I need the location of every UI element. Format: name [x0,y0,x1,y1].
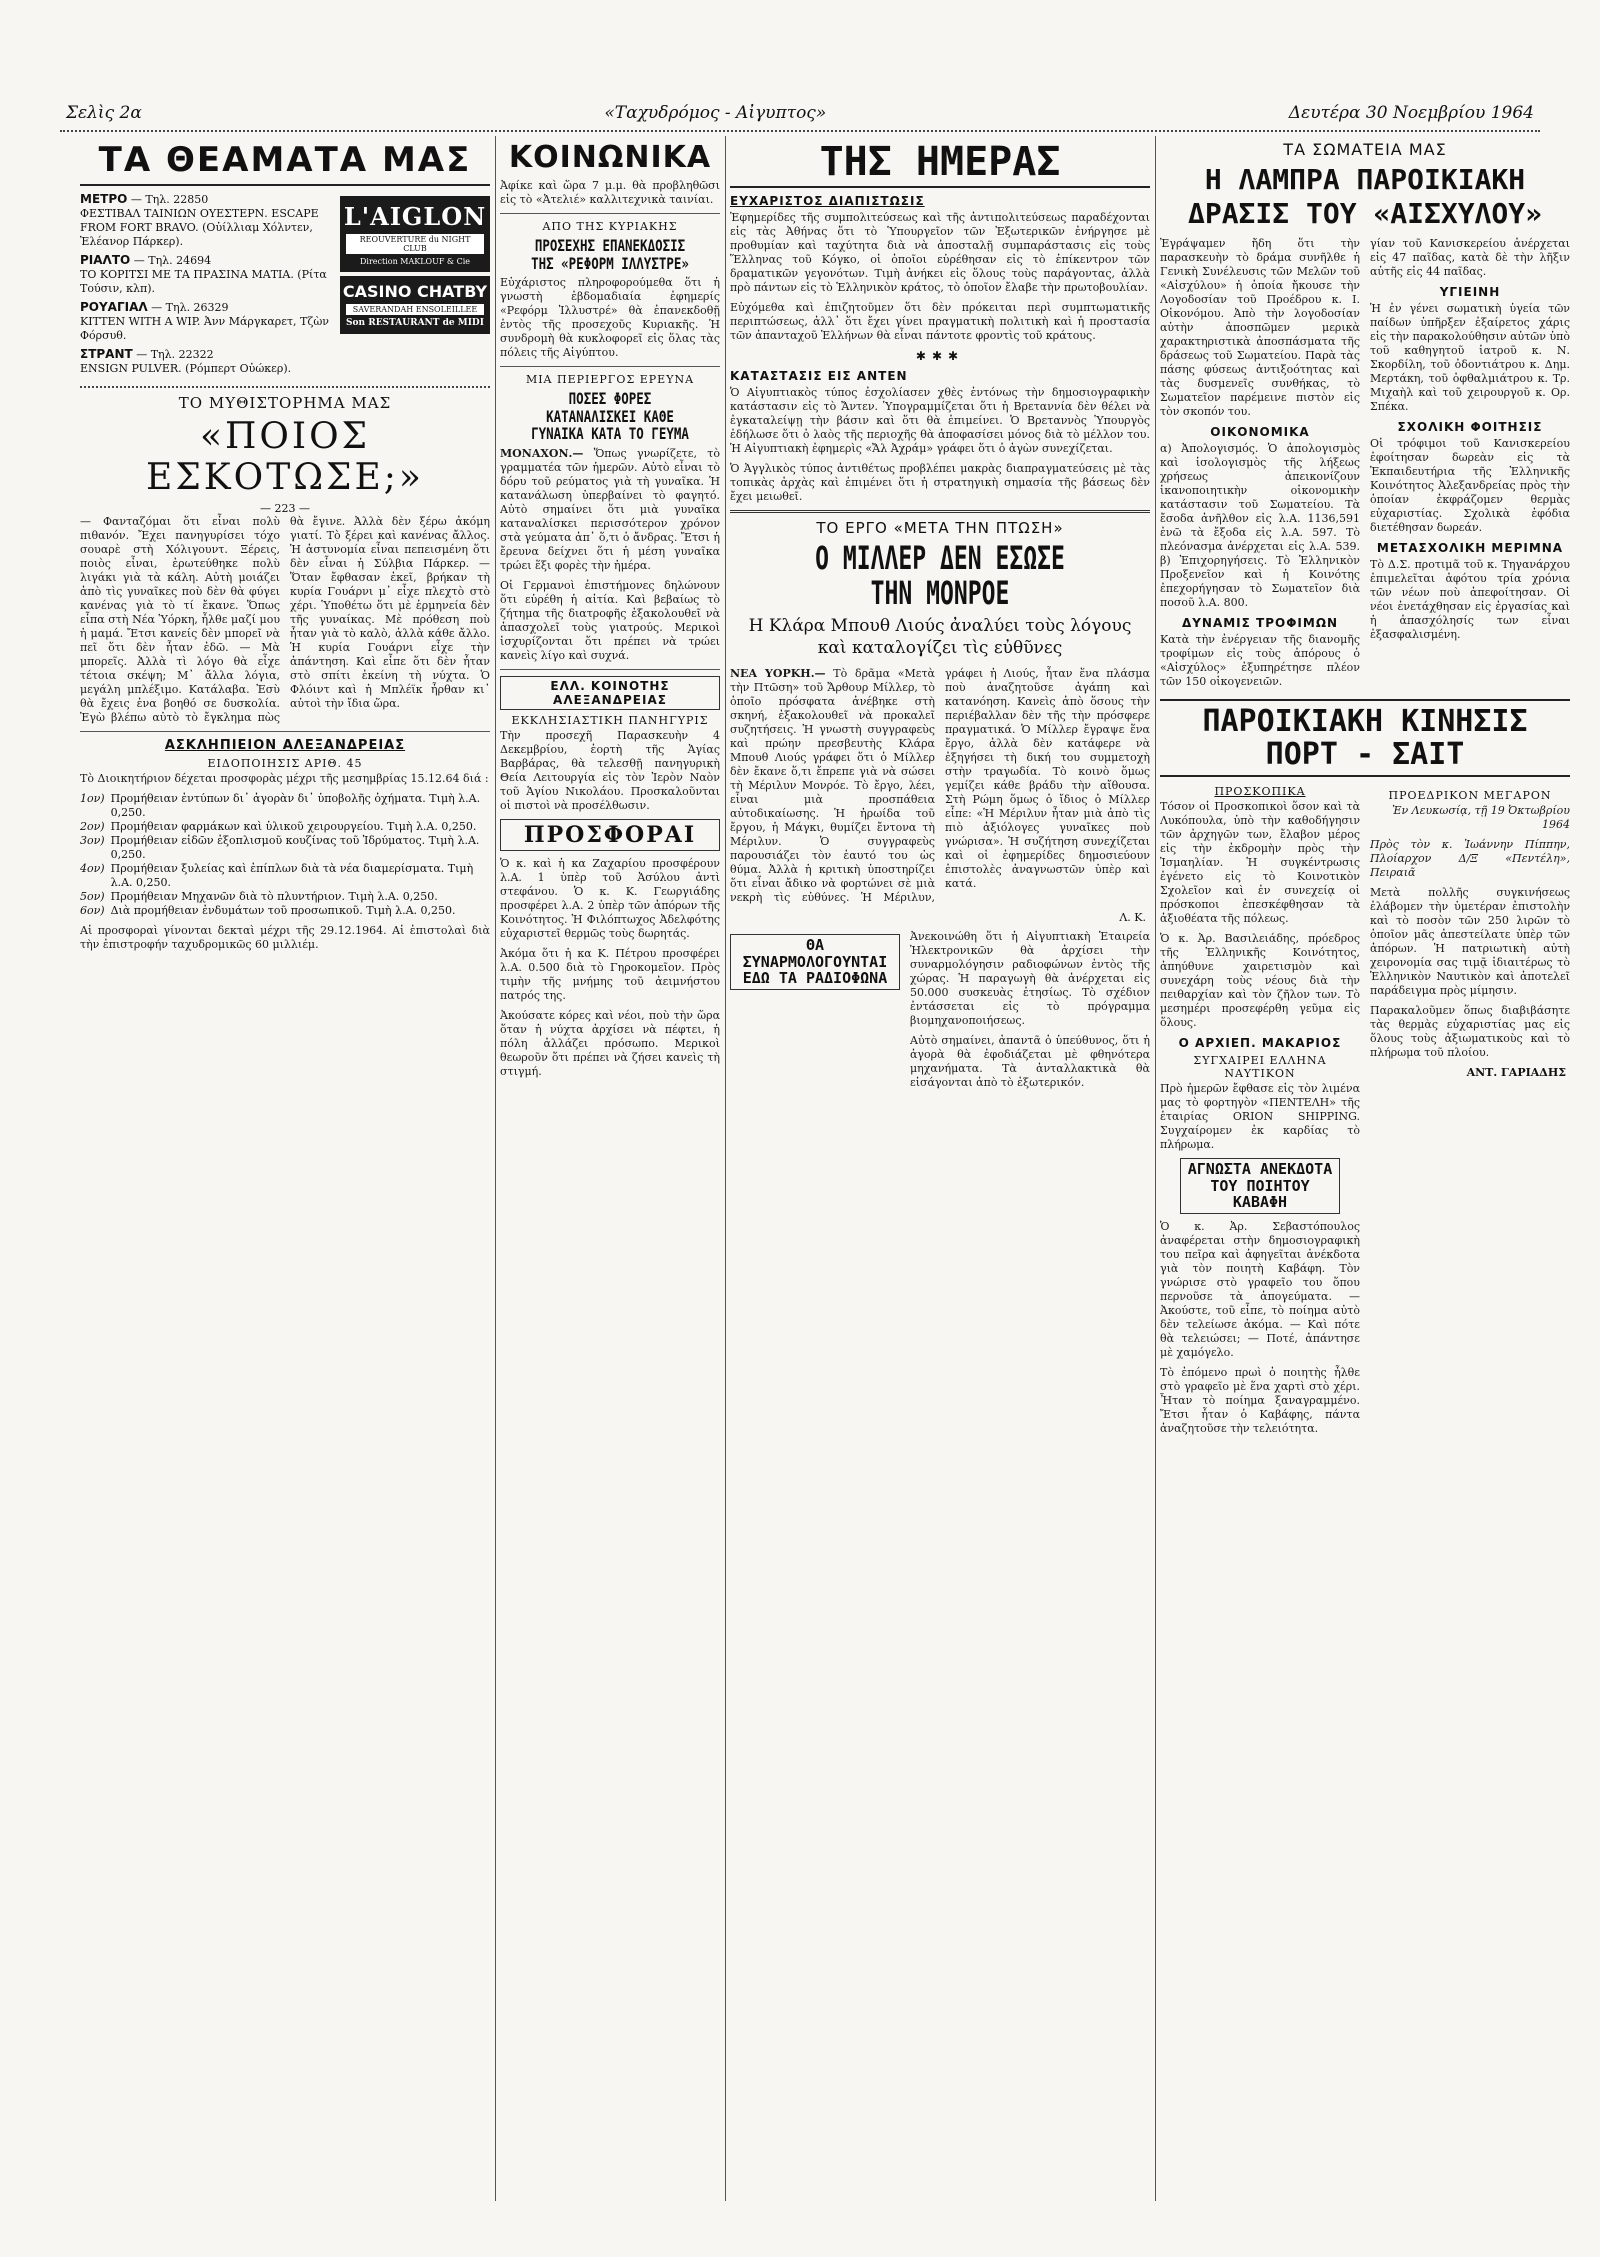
letter-date: Ἐν Λευκωσίᾳ, τῇ 19 Ὀκτωβρίου 1964 [1392,804,1570,831]
casino-logo: CASINO CHATBY [342,282,488,301]
associations-right [1370,237,1570,695]
masthead [60,96,1540,132]
tender-number: 5ον) [80,890,105,903]
thanks-text: Ἐφημερίδες τῆς συμπολιτεύσεως καὶ τῆς ἀντιπολιτεύσεως παραδέχονται εἰς τὰς Ἀθήνας ὅτι τὸ Ὑπουργεῖον τῶν Ἐξωτερικῶν ἐνήργησε μὲ προθυμίαν καὶ ταχύτητα διὰ νὰ ἀποσταλῇ συμπαράστασις εἰς τοὺς Ἕλληνας τοῦ Κόγκο, οἱ ὁποῖοι εὑρέθησαν εἰς τὸ ἐπίκεντρον τῶν δραματικῶν γεγονότων. Τιμὴ ἀνήκει εἰς ὅλους τοὺς παράγοντας, ἀλλὰ πρὸ πάντων εἰς τὸ Ἑλληνικὸν κράτος, τὸ ὁποῖον ἔλαβε τὴν πρωτοβουλίαν. [730,211,1150,294]
dateline: ΝΕΑ ΥΟΡΚΗ.— [730,667,826,681]
cinema-name: ΜΕΤΡΟ [80,192,128,206]
cinema-film: ΦΕΣΤΙΒΑΛ ΤΑΙΝΙΩΝ ΟΥΕΣΤΕΡΝ. ESCAPE FROM FORT BRAVO. (Οὐίλλιαμ Χόλντεν, Ἐλέανορ Πάρκερ). [80,207,319,248]
column-rule [725,136,726,2201]
thanks-kicker: ΕΥΧΑΡΙΣΤΟΣ ΔΙΑΠΙΣΤΩΣΙΣ [730,194,925,208]
casino-restaurant: Son RESTAURANT de MIDI [346,318,484,328]
aiglon-direction: Direction MAKLOUF & Cie [359,257,471,266]
novel-paragraph: — Ὅταν ἔφθασαν ἐκεῖ, βρήκαν τὴ κυρία Γουάρνι μ᾽ εἶχε πλεχτὸ στὸ χέρι. Ὑποθέτω ὅτι μὲ ἑρμηνεία δὲν τῆς γυναίκας. Μὲ πρόθεση ποὺ ἦταν γιὰ τὸ καλὸ, ἀλλὰ κάθε ἄλλο. Ἡ κυρία Γουάρνι εἶχε τὴν ἀπάντηση. Καὶ εἶπε ὅτι δὲν ἦταν στὸ σπίτι ἐκείνη τὴ νύχτα. Ὁ Φλόιντ καὶ ἡ Μπλέϊκ ἦρθαν κι᾽ αὐτοὶ τὴν ἴδια ὥρα. [290,557,490,710]
community-heading: ΕΛΛ. ΚΟΙΝΟΤΗΣ ΑΛΕΞΑΝΔΡΕΙΑΣ [500,676,720,710]
cinema-phone: — Τηλ. 22850 [130,193,209,206]
economics-text: α) Ἀπολογισμός. Ὁ ἀπολογισμὸς καὶ ἰσολογισμὸς τῆς λήξεως χρήσεως ἀπεικονίζουν ἱκανοποιητικὴν οἰκονομικὴν κατάστασιν τοῦ Σωματείου. Τὰ ἔσοδα ἀνῆλθον εἰς λ.Α. 1136,591 ἐνῶ τὰ ἔξοδα εἰς λ.Α. 597. Τὸ πλεόνασμα ἀνέρχεται εἰς λ.Α. 539. β) Ἐπιχορηγήσεις. Τὸ Ἑλληνικὸν Προξενεῖον καὶ ἡ Κοινότης ἐπεχορήγησαν τὸ Σωματεῖον διὰ ποσοῦ λ.Α. 800. [1160,442,1360,609]
archbishop-text: Πρὸ ἡμερῶν ἔφθασε εἰς τὸν λιμένα μας τὸ φορτηγὸν «ΠΕΝΤΕΛΗ» τῆς ἑταιρίας ORION SHIPPING. Συγχαίρομεν ἐκ καρδίας τὸ πλήρωμα. [1160,1082,1360,1151]
radio-box [730,930,900,1096]
scouts-text: Ὁ κ. Ἀρ. Βασιλειάδης, πρόεδρος τῆς Ἑλληνικῆς Κοινότητος, ἀπηύθυνε χαιρετισμὸν καὶ συνεχάρη τοὺς νέους διὰ τὴν πειθαρχίαν καὶ τὸν ζῆλον των. Τὸ μεσημέρι προσεφέρθη γεῦμα εἰς ὅλους. [1160,932,1360,1029]
food-heading: ΔΥΝΑΜΙΣ ΤΡΟΦΙΜΩΝ [1181,616,1339,630]
cinema-listings [80,192,332,380]
article-signature: Λ. Κ. [1119,911,1146,925]
church-festival-heading: ΕΚΚΛΗΣΙΑΣΤΙΚΗ ΠΑΝΗΓΥΡΙΣ [511,713,709,727]
letter-signer: ΑΝΤ. ΓΑΡΙΑΔΗΣ [1466,1066,1566,1079]
tender-item [80,820,490,834]
tender-text: Προμήθειαν φαρμάκων καὶ ὑλικοῦ χειρουργείου. Τιμὴ λ.Α. 0,250. [110,820,477,833]
cinema-name: ΡΙΑΛΤΟ [80,253,131,267]
associations-intro: Ἐγράψαμεν ἤδη ὅτι τὴν παρασκευὴν τὸ δράμα συνῆλθε ἡ Γενικὴ Συνέλευσις τῶν Μελῶν τοῦ «Αἰσχύλου» ἡ ὁποία ἤκουσε τὴν Λογοδοσίαν τοῦ Προέδρου κ. Ι. Οἰκονόμου. Ἀπὸ τὴν λογοδοσίαν αὐτὴν ἀποσπῶμεν μερικὰ χαρακτηριστικὰ ἀποσπάσματα τῆς δράσεως τοῦ Σωματείου. Παρὰ τὰς πάσης φύσεως ἀντιξοότητας καὶ τὰς δυσμενεῖς συνθήκας, τὸ Σωματεῖον παρέμεινε πιστὸν εἰς τὸν σκοπόν του. [1160,237,1360,418]
research-kicker: ΜΙΑ ΠΕΡΙΕΡΓΟΣ ΕΡΕΥΝΑ [525,373,695,387]
column-associations [1160,136,1570,2201]
hospital-tender-list [80,792,490,918]
research-headline: ΠΟΣΕΣ ΦΟΡΕΣ ΚΑΤΑΝΑΛΙΣΚΕΙ ΚΑΘΕ ΓΥΝΑΙΚΑ ΚΑΤΑ ΤΟ ΓΕΥΜΑ [531,389,689,444]
offers-text: Ὁ κ. καὶ ἡ κα Ζαχαρίου προσφέρουν λ.Α. 1 ὑπὲρ τοῦ Ἀσύλου ἀντὶ στεφάνου. Ὁ κ. Κ. Γεωργιάδης προσφέρει λ.Α. 2 ὑπὲρ τῶν ἀπόρων τῆς Κοινότητος. Ἡ Φιλόπτωχος Ἀδελφότης εὐχαριστεῖ θερμῶς τοὺς δωρητάς. [500,856,720,940]
scouts-heading: ΠΡΟΣΚΟΠΙΚΑ [1214,785,1306,798]
hospital-heading: ΑΣΚΛΗΠΙΕΙΟΝ ΑΛΕΞΑΝΔΡΕΙΑΣ [164,738,406,753]
letter-text: Μετὰ πολλῆς συγκινήσεως ἐλάβομεν τὴν ὑμετέραν ἐπιστολὴν καὶ τὸ ποσὸν τῶν 250 λιρῶν τὸ ὁποῖον μᾶς ἀπεστείλατε ὑπὲρ τῶν ἀπόρων. Ἡ πατριωτικὴ αὐτὴ χειρονομία σας τιμᾷ ἰδιαιτέρως τὸ Ἑλληνικὸν Ναυτικὸν καὶ ἀποτελεῖ παράδειγμα πρὸς μίμησιν. [1370,886,1570,997]
associations-left [1160,237,1360,695]
radio-body [910,930,1150,1096]
story-paragraph: Τὸ δρᾶμα «Μετὰ τὴν Πτῶση» τοῦ Ἄρθουρ Μίλλερ, τὸ ὁποῖο πρόσφατα ἀνέβηκε στὴ σκηνή, ἐξακολουθεῖ νὰ προκαλεῖ συζητήσεις. Ἡ γνωστὴ συγγραφεὺς καὶ πρώην πρεσβευτὴς Κλάρα Μπουθ Λιούς γράφει ὅτι ὁ Μίλλερ δὲν ἔκανε ὅ,τι ἔπρεπε γιὰ νὰ σώσει τὴ Μέριλυν Μονρόε. Τὸ ἔργο, λέει, εἶναι μιὰ προσπάθεια αὐτοδικαίωσης. Ἡ ἡρωίδα τοῦ ἔργου, ἡ Μάγκι, θυμίζει ἔντονα τὴ Μέριλυν. Ὁ συγγραφεὺς παρουσιάζει τὸν ἑαυτό του ὡς θύμα. Ἀλλὰ ἡ κριτικὴ ὑποστηρίζει ὅτι εἶναι ἄδικο νὰ φορτώνει σὲ μιὰ νεκρὴ τὶς εὐθύνες. [730,667,935,905]
kavafy-text: Τὸ ἐπόμενο πρωὶ ὁ ποιητὴς ἦλθε στὸ γραφεῖο μὲ ἕνα χαρτὶ στὸ χέρι. Ἦταν τὸ ποίημα ξαναγραμμένο. Ἔτσι ἦταν ὁ Καβάφης, πάντα ἀναζητοῦσε τὴν τελειότητα. [1160,1365,1360,1435]
novel-paragraph: — Φανταζόμαι ὅτι εἶναι πολὺ πιθανόν. Ἔχει πανηγυρίσει τόχο σουαρὲ στὴ Χόλιγουντ. Ξέρεις, ποιὸς εἶναι, ἐρωτεύθηκε πολὺ λιγάκι γιὰ τὰ κάλη. Αὐτὴ μοιάζει ἀπὸ τὶς γυναῖκες ποὺ δὲν θὰ φύγει κανένας γιὰ τὸ τί ἔκανε. Ὅπως εἶπα στὴ Νέα Ὑόρκη, ἦλθε μαζί μου ἡ μαμά. Ἔτσι κανείς δὲν μπορεῖ νὰ πεῖ ὅτι δὲν ἦταν ἐδῶ. [80,515,280,654]
separator [500,366,720,367]
reissue-headline: ΠΡΟΣΕΧΗΣ ΕΠΑΝΕΚΔΟΣΙΣ ΤΗΣ «ΡΕΦΟΡΜ ΙΛΛΥΣΤΡΕ» [531,236,689,273]
sunday-kicker: ΑΠΟ ΤΗΣ ΚΥΡΙΑΚΗΣ [542,220,678,233]
issue-date: Δευτέρα 30 Νοεμβρίου 1964 [1283,103,1540,123]
column-social [500,136,720,2201]
tender-number: 6ον) [80,904,105,917]
cinema-phone: — Τηλ. 26329 [151,301,229,314]
school-text: Οἱ τρόφιμοι τοῦ Κανισκερείου ἐφοίτησαν δωρεὰν εἰς τὰ Ἐκπαιδευτήρια τῆς Ἑλληνικῆς Κοινότητος Ἀλεξανδρείας πρὸς τὴν ὁποίαν ἐκφράζομεν θερμὰς εὐχαριστίας. Σχολικὰ ἐφόδια διετέθησαν δωρεάν. [1370,437,1570,534]
story-subheadline: Η Κλάρα Μπουθ Λιούς ἀναλύει τοὺς λόγους καὶ καταλογίζει τὶς εὐθῦνες [748,616,1132,659]
cinema-phone: — Τηλ. 22322 [136,348,214,361]
tender-text: Προμήθειαν εἰδῶν ἐξοπλισμοῦ κουζίνας τοῦ Ἱδρύματος. Τιμὴ λ.Α. 0,250. [110,834,480,861]
cinema-film: ENSIGN PULVER. (Ρόμπερτ Οὐώκερ). [80,362,292,375]
tender-number: 2ον) [80,820,105,833]
dateline: ΜΟΝΑΧΟΝ.— [500,446,584,460]
port-said-body [1160,781,1570,1442]
tender-number: 3ον) [80,834,105,847]
radio-text: Ἀνεκοινώθη ὅτι ἡ Αἰγυπτιακὴ Ἑταιρεία Ἠλεκτρονικῶν θὰ ἀρχίσει τὴν συναρμολόγησιν ραδιοφώνων ἐντὸς τῆς χώρας. Ἡ παραγωγὴ θὰ ἀνέρχεται εἰς 50.000 συσκευὰς ἐτησίως. Τὸ σχέδιον ἐντάσσεται εἰς τὸ πρόγραμμα βιομηχανοποιήσεως. [910,930,1150,1028]
cinema-section [80,192,490,380]
separator [500,213,720,214]
story-paragraph: Ἡ Μέριλυν, γράφει ἡ Λιούς, ἦταν ἕνα πλάσμα ποὺ ἀναζητοῦσε ἀγάπη καὶ κατανόηση. Κανεὶς ἀπὸ ὅσους τὴν περιέβαλλαν δὲν τῆς τὴν πρόσφερε πραγματικά. Ὁ Μίλλερ ἔγραψε ἕνα ἔργο, ἀλλὰ δὲν κατάφερε νὰ ἐξηγήσει τὴ δική του συμμετοχὴ στὴν τραγωδία. Τὸ κοινὸ ὅμως γεμίζει κάθε βράδυ τὴν αἴθουσα. [861,667,1150,905]
radio-text: Αὐτὸ σημαίνει, ἀπαντᾶ ὁ ὑπεύθυνος, ὅτι ἡ ἀγορὰ θὰ ἐφοδιάζεται μὲ φθηνότερα μηχανήματα. Τὰ ἀνταλλακτικὰ θὰ εἰσάγονται ἀπὸ τὸ ἐξωτερικόν. [910,1034,1150,1090]
cinema-film: ΤΟ ΚΟΡΙΤΣΙ ΜΕ ΤΑ ΠΡΑΣΙΝΑ ΜΑΤΙΑ. (Ρίτα Τούσιν, κλπ). [80,268,327,295]
story-paragraph: Στὴ Ρώμη ὅμως ὁ ἴδιος ὁ Μίλλερ εἶπε: «Ἡ Μέριλυν ἦταν μιὰ ἀπὸ τὶς πιὸ ἀξιόλογες γυναῖκες ποὺ γνώρισα». Ἡ συζήτηση συνεχίζεται καὶ οἱ ἐφημερίδες δημοσιεύουν ἐπιστολὲς ἀναγνωστῶν ὑπὲρ καὶ κατά. [945,793,1150,891]
column-rule [1155,136,1156,2201]
page-number: Σελὶς 2α [60,103,148,123]
thanks-text: Εὐχόμεθα καὶ ἐπιζητοῦμεν ὅτι δὲν πρόκειται περὶ συμπτωματικῆς περιπτώσεως, ἀλλ᾽ ὅτι ἔχει γίνει πραγματικὴ πολιτικὴ καὶ ἡ προστασία τῶν ἀπανταχοῦ Ἑλλήνων θὰ εἶναι πάντοτε φροντὶς τοῦ κράτους. [730,301,1150,342]
story-kicker: ΤΟ ΕΡΓΟ «ΜΕΤΑ ΤΗΝ ΠΤΩΣΗ» [816,519,1064,537]
offers-heading: ΠΡΟΣΦΟΡΑΙ [500,819,720,851]
separator [80,386,490,388]
tender-text: Διὰ προμήθειαν ἐνδυμάτων τοῦ προσωπικοῦ. Τιμὴ λ.Α. 0,250. [110,904,456,917]
radio-section [730,930,1150,1096]
hospital-intro: Τὸ Διοικητήριον δέχεται προσφορὰς μέχρι τῆς μεσημβρίας 15.12.64 διά : [80,772,489,785]
tender-text: Προμήθειαν ἐντύπων δι᾽ ἀγορὰν δι᾽ ὑποβολῆς ὀχήματα. Τιμὴ λ.Α. 0,250. [110,792,481,819]
letter-text: Παρακαλοῦμεν ὅπως διαβιβάσητε τὰς θερμὰς εὐχαριστίας μας εἰς ὅλους τοὺς ἀξιωματικοὺς καὶ τὸ πλήρωμα τοῦ πλοίου. [1370,1004,1570,1059]
food-text: Κατὰ τὴν ἐνέργειαν τῆς διανομῆς τροφίμων εἰς τοὺς ἀπόρους ὁ «Αἰσχύλος» ἐξυπηρέτησε πλέον τῶν 150 οἰκογενειῶν. [1160,633,1360,688]
tender-text: Προμήθειαν Μηχανῶν διὰ τὸ πλυντήριον. Τιμὴ λ.Α. 0,250. [110,890,438,903]
tender-item [80,890,490,904]
care-text: Τὸ Δ.Σ. προτιμᾶ τοῦ κ. Τηγανάρχου ἐπιμελεῖται ἀφότου τρία χρόνια τῶν νέων ποὺ ἀπεφοίτησαν. Οἱ νέοι ἐνετάχθησαν εἰς ἐργασίας καὶ ἡ ἀπασχόλησίς των εἶναι ἐξασφαλισμένη. [1370,558,1570,641]
kavafy-text: Ὁ κ. Ἀρ. Σεβαστόπουλος ἀναφέρεται στὴν δημοσιογραφικὴ του πεῖρα καὶ ἀφηγεῖται ἀνέκδοτα γιὰ τὸν ποιητὴ Καβάφη. Τὸν γνώρισε στὸ γραφεῖο του ὅπου περνοῦσε τὰ ἀπογεύματα. — Ἀκούστε, τοῦ εἶπε, τὸ ποίημα αὐτὸ δὲν τελείωσε ἀκόμα. — Καὶ πότε θὰ τελειώσει; — Ποτέ, ἀπάντησε μὲ χαμόγελο. [1160,1219,1360,1359]
novel-installment: — 223 — [260,502,310,515]
church-text: Τὴν προσεχῆ Παρασκευὴν 4 Δεκεμβρίου, ἑορτὴ τῆς Ἁγίας Βαρβάρας, θὰ τελεσθῇ πανηγυρικὴ Θεία Λειτουργία εἰς τὸν Ἱερὸν Ναὸν τοῦ Ἁγίου Νικολάου. Προσκαλοῦνται οἱ πιστοὶ νὰ προσέλθωσιν. [500,728,720,812]
aiglon-logo: L'AIGLON [343,202,487,231]
cinema-film: KITTEN WITH A WIP. Ἀνν Μάργκαρετ, Τζὼν Φόρσυθ. [80,315,329,342]
research-text [500,447,720,573]
tender-text: Προμήθειαν ξυλείας καὶ ἐπίπλων διὰ τὰ νέα διαμερίσματα. Τιμὴ λ.Α. 0,250. [110,862,474,889]
nightclub-ads [340,192,490,380]
novel-text [80,515,490,725]
hospital-notice-number: ΕΙΔΟΠΟΙΗΣΙΣ ΑΡΙΘ. 45 [207,757,363,770]
situation-kicker: ΚΑΤΑΣΤΑΣΙΣ ΕΙΣ ΑΝΤΕΝ [730,369,908,383]
section-ornament: ✱✱✱ [915,349,965,363]
separator [80,731,490,732]
reissue-text: Εὐχάριστος πληροφορούμεθα ὅτι ἡ γνωστὴ ἑβδομαδιαία ἐφημερίς «Ρεφόρμ Ἰλλυστρέ» θὰ ἐπανεκδοθῇ ἐντὸς τῆς προσεχοῦς Κυριακῆς. Ἡ συνδρομὴ θὰ κυκλοφορεῖ εἰς ὅλας τὰς πόλεις τῆς Αἰγύπτου. [500,276,720,360]
presidential-office: ΠΡΟΕΔΡΙΚΟΝ ΜΕΓΑΡΟΝ [1388,789,1552,802]
cinema-listing [80,253,332,296]
cinema-name: ΡΟΥΑΓΙΑΛ [80,300,148,314]
novel-kicker: ΤΟ ΜΥΘΙΣΤΟΡΗΜΑ ΜΑΣ [178,394,392,412]
cinema-listing [80,347,332,376]
social-heading: ΚΟΙΝΩΝΙΚΑ [508,140,712,175]
aiglon-ad [340,196,490,272]
tender-item [80,834,490,862]
novel-paragraph: — Μὰ μπορεῖς. Ἀλλὰ τὶ λόγο θὰ εἶχε τέτοια σκέψη; Μ᾽ ἄλλα λόγια, μεγάλη μπλέξιμο. Κατάλαβα. Ἐσὺ θὰ ἔχεις ἐνα βοηθό σε δυσκολία. Ἐγὼ βλέπω αὐτὸ τὸ ἔγκλημα πὼς θὰ ἔγινε. Ἀλλὰ δὲν ξέρω ἀκόμη γιατί. Τὸ ξέρει καὶ κανένας ἄλλος. Ἡ ἀστυνομία εἶναι πεπεισμένη ὅτι δὲν εἶναι ἡ Σύλβια Πάρκερ. [80,515,490,724]
port-said-left [1160,781,1360,1442]
separator [730,510,1150,513]
associations-kicker: ΤΑ ΣΩΜΑΤΕΙΑ ΜΑΣ [1283,140,1447,159]
port-said-right [1370,781,1570,1442]
tender-item [80,862,490,890]
hospital-footer: Αἱ προσφοραὶ γίνονται δεκταὶ μέχρι τῆς 29.12.1964. Αἱ ἐπιστολαὶ διὰ τὴν ἐπιστροφήν ταχυδρομικῶς 60 μιλλιέμ. [80,924,490,951]
situation-text: Ὁ Αἰγυπτιακὸς τύπος ἐσχολίασεν χθὲς ἐντόνως τὴν δημοσιογραφικὴν κατάστασιν εἰς τὸ Ἄντεν. Ὑπογραμμίζεται ὅτι ἡ Βρεταννία δὲν θέλει νὰ ἐγκαταλείψῃ τὴν βάσιν καὶ ὅτι θὰ ἐπιμείνει. Ὁ Βρεταννὸς Ὑπουργὸς ἐδήλωσε ὅτι ὁ λαὸς τῆς περιοχῆς θὰ ἀποφασίσει μόνος διὰ τὸ μέλλον του. Ἡ Αἰγυπτιακὴ ἐφημερὶς «Ἄλ Ἀχράμ» γράφει ὅτι ὁ ἀγὼν συνεχίζεται. [730,386,1150,455]
associations-headline: Η ΛΑΜΠΡΑ ΠΑΡΟΙΚΙΑΚΗ ΔΡΑΣΙΣ ΤΟΥ «ΑΙΣΧΥΛΟΥ» [1187,163,1542,230]
cinema-listing [80,300,332,343]
associations-body [1160,237,1570,695]
care-heading: ΜΕΤΑΣΧΟΛΙΚΗ ΜΕΡΙΜΝΑ [1376,541,1564,555]
side-text: γίαν τοῦ Κανισκερείου ἀνέρχεται εἰς 47 παῖδας, κατὰ δὲ τὴν λῆξιν αὐτῆς εἰς 44 παῖδας. [1370,237,1570,278]
tender-number: 1ον) [80,792,105,805]
story-headline: Ο ΜΙΛΛΕΡ ΔΕΝ ΕΣΩΣΕ ΤΗΝ ΜΟΝΡΟΕ [815,539,1065,613]
tender-item [80,904,490,918]
story-text [730,667,1150,905]
research-paragraph: Ὅπως γνωρίζετε, τὸ γραμματέα τῶν ἡμερῶν. Αὐτὸ εἶναι τὸ δόρυ τοῦ ρεύματος γιὰ τὴ γυναῖκα. Ἡ κατανάλωση ὑπερβαίνει τὸ φαγητό. Αὐτὸ σημαίνει ὅτι μιὰ γυναῖκα καταναλίσκει περισσότερον χρόνον στὰ γεύματα ἀπ᾽ ὅ,τι ὁ ἄνδρας. Ἔτσι ἡ ἔρευνα δείχνει ὅτι ἡ μέση γυναῖκα τρώει ἕξι φορὲς τὴν ἡμέρα. [500,446,720,572]
health-heading: ΥΓΙΕΙΝΗ [1439,285,1501,299]
cinema-phone: — Τηλ. 24694 [133,254,212,267]
tender-item [80,792,490,820]
radio-headline: ΘΑ ΣΥΝΑΡΜΟΛΟΓΟΥΝΤΑΙ ΕΔΩ ΤΑ ΡΑΔΙΟΦΩΝΑ [730,934,900,990]
offers-text: Ἀκόμα ὅτι ἡ κα Κ. Πέτρου προσφέρει λ.Α. 0.500 διὰ τὸ Γηροκομεῖον. Πρὸς τιμὴν τῆς μνήμης τοῦ ἀειμνήστου πατρός της. [500,946,720,1002]
economics-heading: ΟΙΚΟΝΟΜΙΚΑ [1210,425,1310,439]
tender-number: 4ον) [80,862,105,875]
situation-text: Ὁ Ἀγγλικὸς τύπος ἀντιθέτως προβλέπει μακρὰς διαπραγματεύσεις μὲ τὰς τοπικὰς ἀρχὰς καὶ ἐπιμένει ὅτι ἡ στρατηγικὴ σημασία τῆς βάσεως δὲν ἔχει μειωθεῖ. [730,462,1150,503]
aiglon-tagline: REOUVERTURE du NIGHT CLUB [346,234,484,254]
cinema-name: ΣΤΡΑΝΤ [80,347,133,361]
column-entertainment [80,136,490,2201]
casino-tagline: SAVERANDAH ENSOLEILLEE [346,304,484,315]
health-text: Ἡ ἐν γένει σωματικὴ ὑγεία τῶν παίδων ὑπῆρξεν ἐξαίρετος χάρις εἰς τὴν παρακολούθησιν αὐτῶν ὑπὸ τοῦ καθηγητοῦ ἰατροῦ κ. Ν. Σκορδίλη, τοῦ ὀδοντιάτρου κ. Δημ. Μερτάκη, τοῦ ὀφθαλμιάτρου κ. Τρ. Μιχαὴλ καὶ τοῦ χειρουργοῦ κ. Ορ. Σπέκα. [1370,302,1570,413]
novel-title: «ΠΟΙΟΣ ΕΣΚΟΤΩΣΕ;» [146,416,424,498]
casino-ad [340,276,490,334]
column-today [730,136,1150,2201]
closing-text: Ἀκούσατε κόρες καὶ νέοι, ποὺ τὴν ὥρα ὅταν ἡ νύχτα ἀρχίσει νὰ πέφτει, ἡ πόλη ἀλλάζει πρόσωπο. Μερικοὶ θεωροῦν ὅτι πρέπει νὰ ζήσει κανεὶς τὴ στιγμή. [500,1008,720,1078]
social-intro: Ἀφίκε καὶ ὥρα 7 μ.μ. θὰ προβληθῶσι εἰς τὸ «Ἀτελιέ» καλλιτεχνικὰ ταινίαι. [500,179,720,206]
kavafy-headline: ΑΓΝΩΣΤΑ ΑΝΕΚΔΟΤΑ ΤΟΥ ΠΟΙΗΤΟΥ ΚΑΒΑΦΗ [1180,1158,1340,1214]
cinema-listing [80,192,332,249]
column-rule [495,136,496,2201]
archbishop-subheading: ΣΥΓΧΑΙΡΕΙ ΕΛΛΗΝΑ ΝΑΥΤΙΚΟΝ [1193,1054,1327,1080]
port-said-headline: ΠΑΡΟΙΚΙΑΚΗ ΚΙΝΗΣΙΣ ΠΟΡΤ - ΣΑΙΤ [1160,699,1570,777]
newspaper-title: «Ταχυδρόμος - Αἰγυπτος» [598,103,832,123]
scouts-text: Τόσον οἱ Προσκοπικοὶ ὅσον καὶ τὰ Λυκόπουλα, ὑπὸ τὴν καθοδήγησιν τῶν ἀρχηγῶν των, ἔλαβον μέρος εἰς τὴν ἐκδρομὴν πρὸς τὴν Ἰσμαηλίαν. Ἡ συγκέντρωσις ἐγένετο εἰς τὸ Κοινοτικὸν Σχολεῖον καὶ ἐν συνεχείᾳ οἱ πρόσκοποι ἐπεσκέφθησαν τὰ ἀξιοθέατα τῆς πόλεως. [1160,800,1360,925]
today-heading: ΤΗΣ ΗΜΕΡΑΣ [730,140,1150,188]
letter-recipient: Πρὸς τὸν κ. Ἰωάννην Πίππην, Πλοίαρχον Δ/Ξ «Πεντέλη», Πειραιᾶ [1370,838,1570,879]
entertainment-heading: ΤΑ ΘΕΑΜΑΤΑ ΜΑΣ [80,140,490,186]
research-paragraph: Οἱ Γερμανοὶ ἐπιστήμονες δηλώνουν ὅτι εὑρέθη ἡ αἰτία. Καὶ βεβαίως τὸ ζήτημα τῆς διατροφῆς ἐξακολουθεῖ νὰ ἀπασχολεῖ τοὺς γιατρούς. Μερικοὶ ἰσχυρίζονται ὅτι πρέπει νὰ τρώει κανεὶς λίγο καὶ συχνά. [500,578,720,662]
archbishop-heading: Ο ΑΡΧΙΕΠ. ΜΑΚΑΡΙΟΣ [1178,1036,1342,1050]
separator [500,669,720,670]
school-heading: ΣΧΟΛΙΚΗ ΦΟΙΤΗΣΙΣ [1397,420,1543,434]
